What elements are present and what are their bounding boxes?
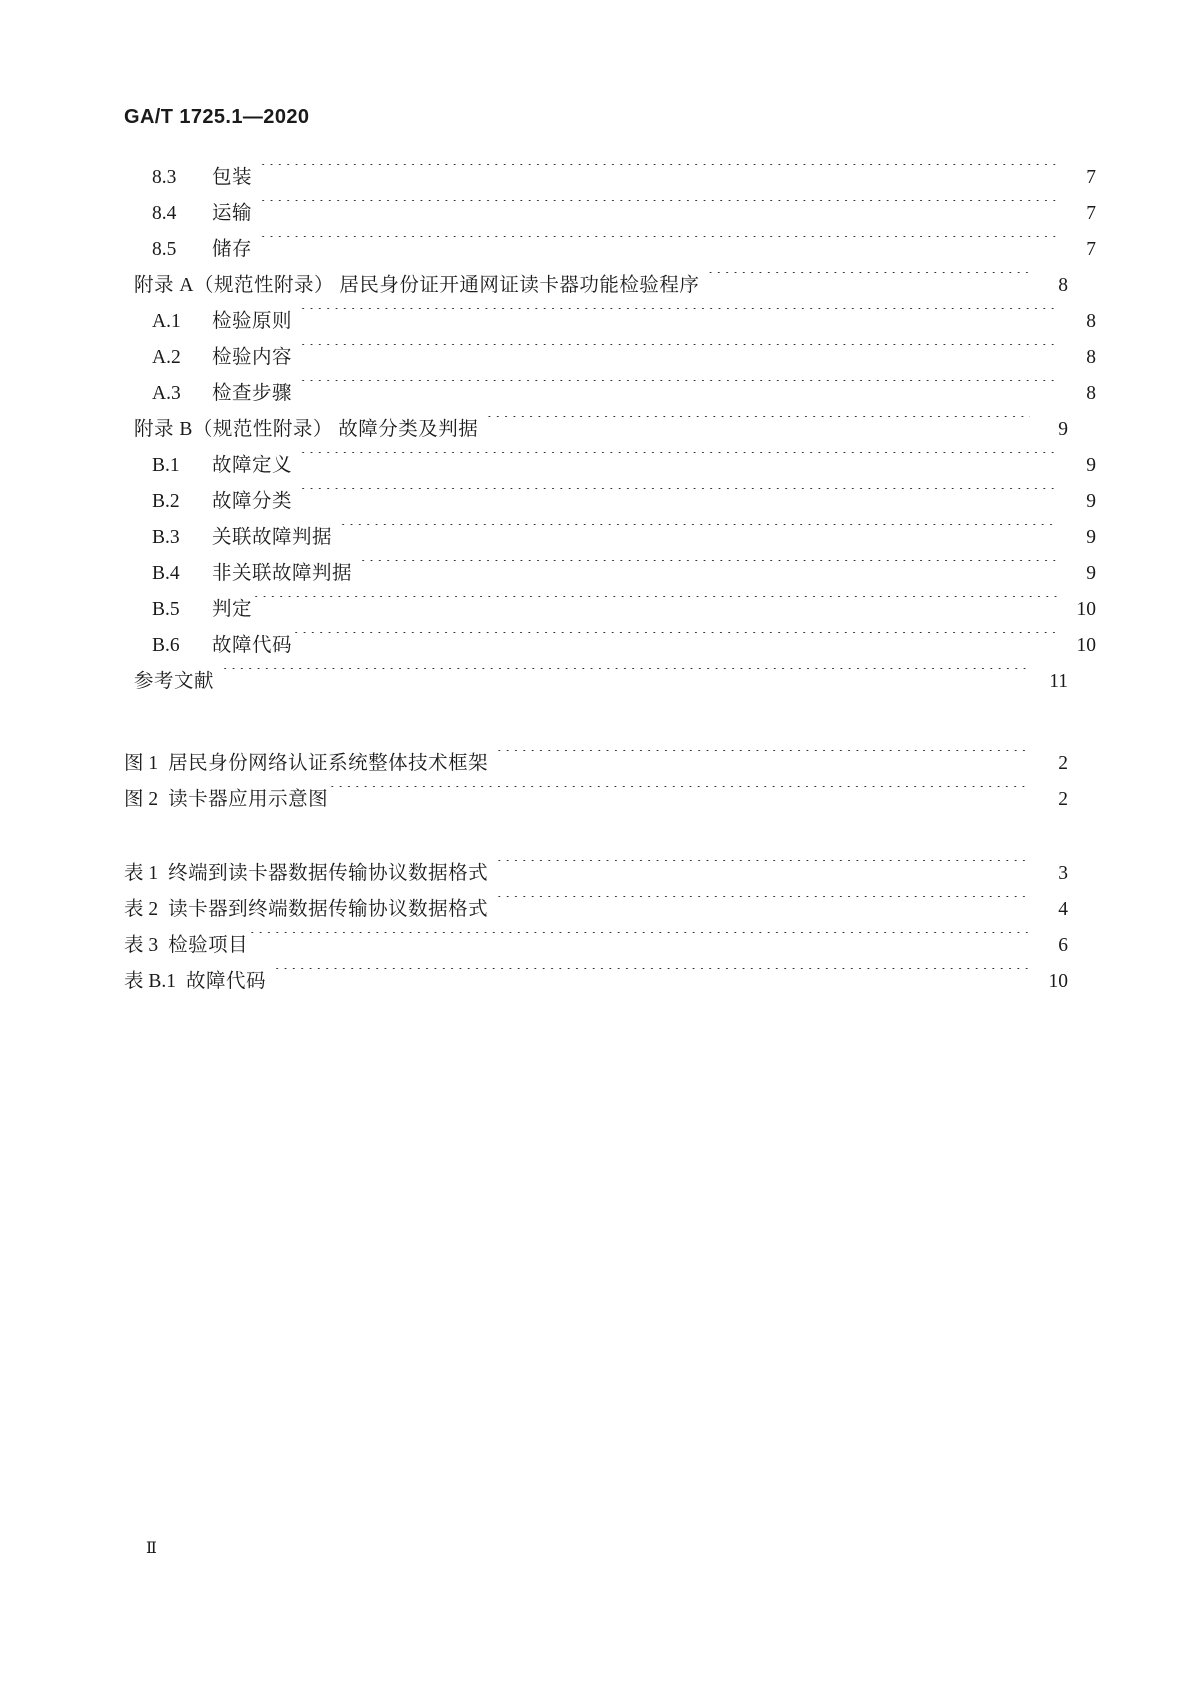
toc-entry-number: 8.4: [152, 203, 177, 224]
toc-figure-entry[interactable]: [124, 782, 1068, 818]
toc-entry[interactable]: [124, 520, 1096, 556]
dot-leader: [707, 272, 1030, 292]
toc-entry-page: 8: [1058, 275, 1068, 296]
toc-entry[interactable]: [124, 376, 1096, 412]
toc-entry-title: 包装: [212, 167, 253, 188]
toc-entry-page: 11: [1049, 671, 1068, 692]
toc-entry-number: 8.5: [152, 239, 177, 260]
toc-entry-number: B.2: [152, 491, 180, 512]
toc-entry-title: 检验内容: [212, 347, 293, 368]
toc-entry[interactable]: [124, 304, 1096, 340]
toc-table-list: [124, 856, 1068, 1000]
toc-entry-page: 8: [1086, 347, 1096, 368]
dot-leader: [300, 452, 1058, 472]
dot-leader: [360, 560, 1058, 580]
toc-entry-number: A.2: [152, 347, 181, 368]
dot-leader: [300, 308, 1058, 328]
toc-entry-title: 检查步骤: [212, 383, 293, 404]
toc-figure-title: 读卡器应用示意图: [168, 789, 329, 810]
dot-leader: [253, 596, 1058, 616]
dot-leader: [300, 380, 1058, 400]
toc-entry-number: B.4: [152, 563, 180, 584]
toc-entry[interactable]: [124, 448, 1096, 484]
toc-entry-title: 储存: [212, 239, 253, 260]
toc-clause-list: [124, 160, 1096, 700]
toc-entry-page: 9: [1086, 527, 1096, 548]
page-folio: Ⅱ: [146, 1540, 158, 1557]
toc-table-page: 10: [1048, 971, 1068, 992]
toc-table-title: 终端到读卡器数据传输协议数据格式: [168, 863, 489, 884]
dot-leader: [496, 896, 1030, 916]
toc-entry[interactable]: [124, 340, 1096, 376]
dot-leader: [486, 416, 1030, 436]
dot-leader: [260, 236, 1058, 256]
toc-entry-page: 7: [1086, 203, 1096, 224]
toc-table-entry[interactable]: [124, 856, 1068, 892]
toc-entry-page: 8: [1086, 383, 1096, 404]
toc-entry-annex-b[interactable]: [124, 412, 1068, 448]
dot-leader: [496, 750, 1030, 770]
toc-entry-title: 非关联故障判据: [212, 563, 353, 584]
toc-entry-page: 8: [1086, 311, 1096, 332]
toc-entry-number: A.3: [152, 383, 181, 404]
dot-leader: [293, 632, 1058, 652]
dot-leader: [340, 524, 1058, 544]
toc-entry-title: 参考文献: [134, 671, 215, 692]
toc-figure-page: 2: [1058, 753, 1068, 774]
toc-entry-references[interactable]: [124, 664, 1068, 700]
toc-entry-number: B.1: [152, 455, 180, 476]
toc-entry-page: 10: [1076, 599, 1096, 620]
toc-entry-page: 7: [1086, 167, 1096, 188]
toc-table-number: 表 3: [124, 935, 159, 956]
toc-entry-title: 判定: [212, 599, 253, 620]
toc-table-entry[interactable]: [124, 892, 1068, 928]
toc-entry-number: B.3: [152, 527, 180, 548]
toc-entry-page: 9: [1058, 419, 1068, 440]
toc-entry-title: 关联故障判据: [212, 527, 333, 548]
toc-entry[interactable]: [124, 484, 1096, 520]
toc-table-number: 表 B.1: [124, 971, 177, 992]
toc-entry-title: 附录 B（规范性附录） 故障分类及判据: [134, 419, 479, 440]
toc-figure-list: [124, 746, 1068, 818]
toc-table-entry[interactable]: [124, 928, 1068, 964]
toc-entry-title: 故障分类: [212, 491, 293, 512]
dot-leader: [274, 968, 1030, 988]
toc-table-number: 表 1: [124, 863, 159, 884]
toc-entry-number: A.1: [152, 311, 181, 332]
toc-table-title: 检验项目: [168, 935, 249, 956]
toc-entry-title: 附录 A（规范性附录） 居民身份证开通网证读卡器功能检验程序: [134, 275, 700, 296]
toc-entry-title: 故障代码: [212, 635, 293, 656]
dot-leader: [249, 932, 1030, 952]
dot-leader: [222, 668, 1030, 688]
toc-entry-page: 9: [1086, 563, 1096, 584]
toc-entry[interactable]: [124, 232, 1096, 268]
toc-entry-annex-a[interactable]: [124, 268, 1068, 304]
toc-entry-page: 9: [1086, 455, 1096, 476]
running-header-standard-number: GA/T 1725.1—2020: [124, 106, 310, 128]
table-of-contents: [124, 160, 1096, 1000]
toc-table-page: 4: [1058, 899, 1068, 920]
toc-entry-page: 7: [1086, 239, 1096, 260]
toc-entry-number: B.5: [152, 599, 180, 620]
toc-figure-page: 2: [1058, 789, 1068, 810]
toc-entry[interactable]: [124, 628, 1096, 664]
toc-entry-number: B.6: [152, 635, 180, 656]
toc-table-title: 故障代码: [186, 971, 267, 992]
toc-entry[interactable]: [124, 196, 1096, 232]
toc-entry-title: 故障定义: [212, 455, 293, 476]
toc-entry-page: 9: [1086, 491, 1096, 512]
toc-entry-title: 检验原则: [212, 311, 293, 332]
dot-leader: [260, 200, 1058, 220]
toc-figure-number: 图 1: [124, 753, 159, 774]
toc-figure-title: 居民身份网络认证系统整体技术框架: [168, 753, 489, 774]
toc-entry[interactable]: [124, 160, 1096, 196]
toc-figure-number: 图 2: [124, 789, 159, 810]
toc-figure-entry[interactable]: [124, 746, 1068, 782]
toc-table-entry[interactable]: [124, 964, 1068, 1000]
toc-table-title: 读卡器到终端数据传输协议数据格式: [168, 899, 489, 920]
dot-leader: [329, 786, 1030, 806]
toc-entry-page: 10: [1076, 635, 1096, 656]
toc-table-page: 3: [1058, 863, 1068, 884]
dot-leader: [496, 860, 1030, 880]
toc-entry-title: 运输: [212, 203, 253, 224]
dot-leader: [300, 488, 1058, 508]
toc-entry[interactable]: [124, 592, 1096, 628]
toc-table-number: 表 2: [124, 899, 159, 920]
toc-table-page: 6: [1058, 935, 1068, 956]
dot-leader: [260, 164, 1058, 184]
dot-leader: [300, 344, 1058, 364]
toc-entry[interactable]: [124, 556, 1096, 592]
toc-entry-number: 8.3: [152, 167, 177, 188]
